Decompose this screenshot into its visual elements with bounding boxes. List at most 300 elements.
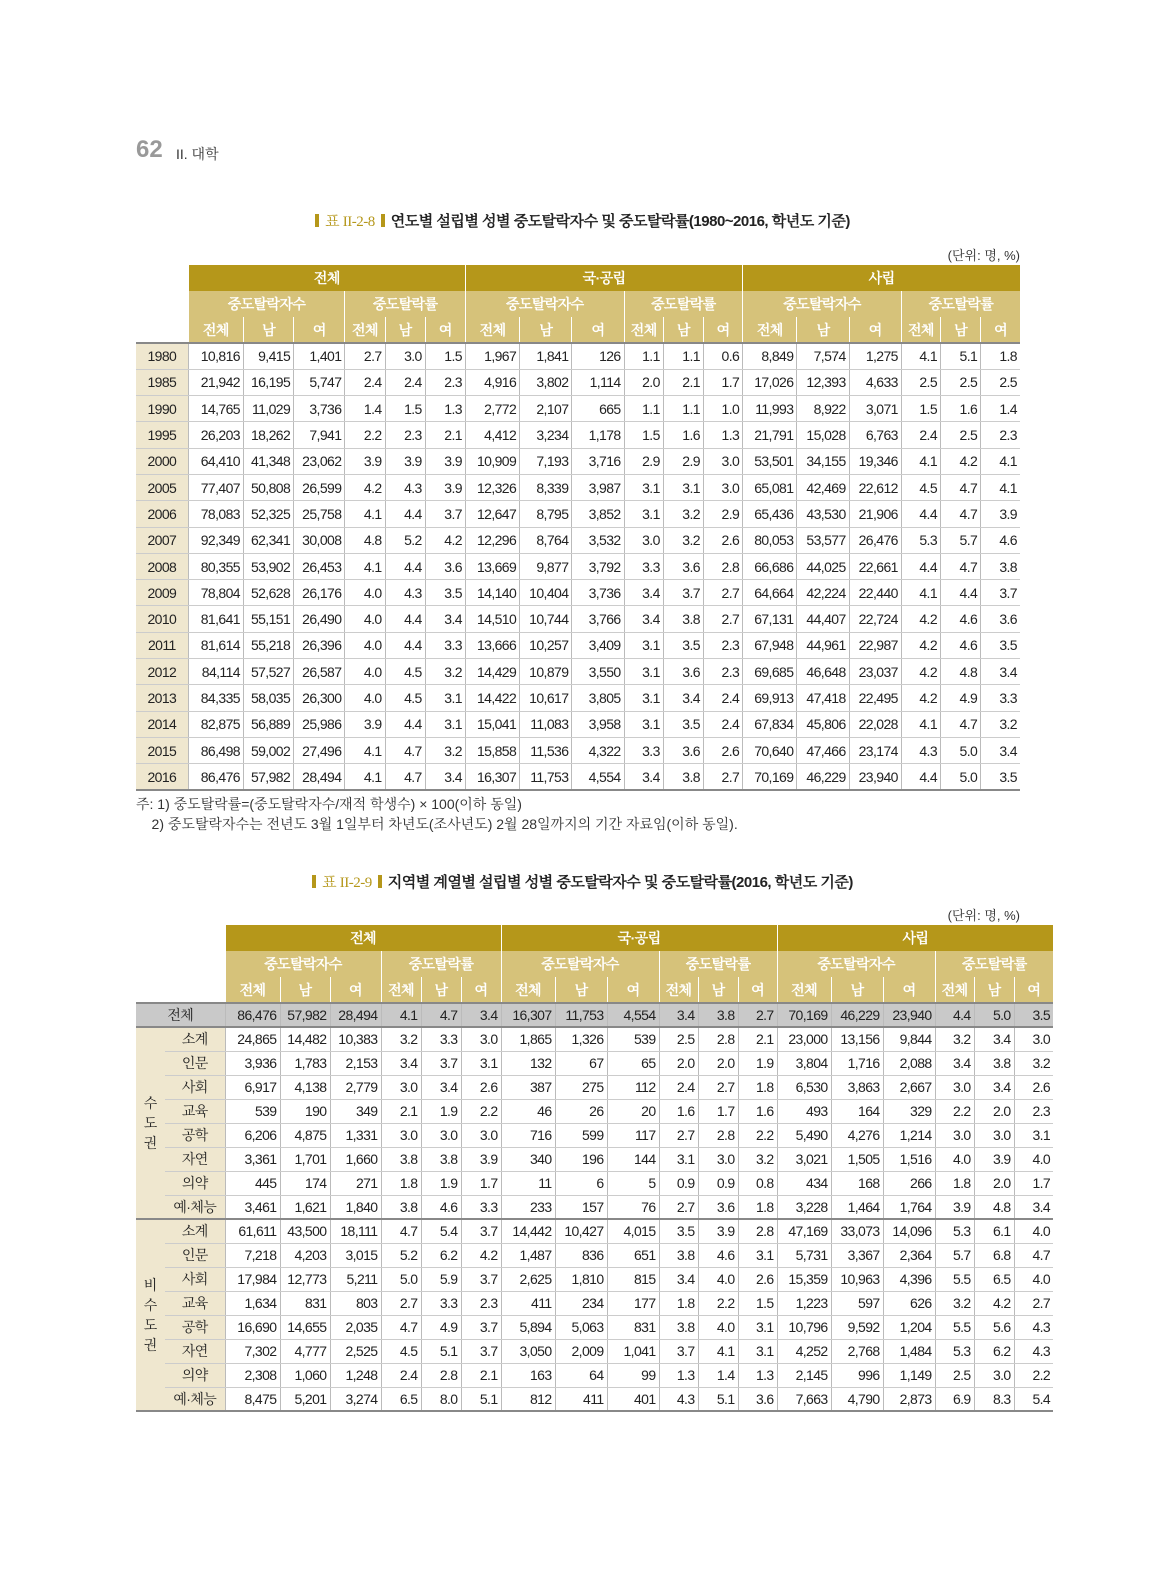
data-cell: 78,804 bbox=[188, 580, 243, 606]
data-cell: 26,396 bbox=[294, 632, 345, 658]
region-cell bbox=[136, 1027, 165, 1219]
data-cell: 3.9 bbox=[461, 1147, 501, 1171]
data-cell: 340 bbox=[501, 1147, 555, 1171]
data-cell: 4,203 bbox=[280, 1243, 330, 1267]
data-cell: 3.0 bbox=[381, 1075, 421, 1099]
data-cell: 4.3 bbox=[901, 737, 940, 763]
column-header: 전체 bbox=[501, 977, 555, 1003]
data-cell: 3.6 bbox=[738, 1387, 777, 1411]
data-cell: 2.7 bbox=[703, 764, 742, 790]
data-cell: 2.1 bbox=[663, 369, 703, 395]
data-cell: 47,466 bbox=[797, 737, 849, 763]
row-year: 2005 bbox=[136, 474, 188, 500]
data-cell: 3.4 bbox=[624, 764, 663, 790]
page-number: 62 bbox=[136, 136, 163, 163]
data-cell: 1,505 bbox=[831, 1147, 883, 1171]
data-cell: 57,982 bbox=[243, 764, 293, 790]
row-label: 전체 bbox=[136, 1003, 225, 1027]
data-cell: 1.5 bbox=[624, 422, 663, 448]
data-cell: 2.7 bbox=[1014, 1291, 1053, 1315]
data-cell: 55,218 bbox=[243, 632, 293, 658]
row-year: 2011 bbox=[136, 632, 188, 658]
data-cell: 4.7 bbox=[941, 553, 981, 579]
data-cell: 3.8 bbox=[981, 553, 1020, 579]
data-cell: 2.3 bbox=[703, 632, 742, 658]
column-header: 전체 bbox=[624, 317, 663, 343]
data-cell: 4.8 bbox=[345, 527, 385, 553]
data-cell: 1,326 bbox=[555, 1027, 607, 1051]
table-row bbox=[136, 606, 1020, 632]
data-cell: 57,527 bbox=[243, 659, 293, 685]
data-cell: 3.3 bbox=[981, 685, 1020, 711]
data-cell: 16,307 bbox=[501, 1003, 555, 1027]
data-cell: 3,766 bbox=[572, 606, 624, 632]
data-cell: 3.8 bbox=[974, 1051, 1014, 1075]
data-cell: 52,628 bbox=[243, 580, 293, 606]
data-cell: 3,274 bbox=[330, 1387, 381, 1411]
data-cell: 22,440 bbox=[849, 580, 901, 606]
data-cell: 132 bbox=[501, 1051, 555, 1075]
table-row bbox=[136, 1363, 1053, 1387]
data-cell: 4.1 bbox=[981, 474, 1020, 500]
data-cell: 4.5 bbox=[901, 474, 940, 500]
data-cell: 4.4 bbox=[901, 764, 940, 790]
data-cell: 2.2 bbox=[698, 1291, 738, 1315]
data-cell: 5,731 bbox=[777, 1243, 831, 1267]
data-cell: 2.5 bbox=[901, 369, 940, 395]
data-cell: 55,151 bbox=[243, 606, 293, 632]
data-cell: 831 bbox=[280, 1291, 330, 1315]
data-cell: 3.1 bbox=[624, 632, 663, 658]
table-row bbox=[136, 448, 1020, 474]
data-cell: 10,257 bbox=[520, 632, 572, 658]
subgroup-header: 중도탈락자수 bbox=[743, 291, 902, 317]
data-cell: 3.7 bbox=[421, 1051, 461, 1075]
field-label: 자연 bbox=[165, 1339, 225, 1363]
table2 bbox=[136, 925, 1053, 1412]
table-row bbox=[136, 1027, 1053, 1051]
data-cell: 10,427 bbox=[555, 1219, 607, 1243]
column-header: 남 bbox=[280, 977, 330, 1003]
data-cell: 4,777 bbox=[280, 1339, 330, 1363]
data-cell: 15,041 bbox=[465, 711, 519, 737]
data-cell: 2.8 bbox=[698, 1027, 738, 1051]
data-cell: 4.7 bbox=[941, 501, 981, 527]
data-cell: 2.5 bbox=[941, 422, 981, 448]
data-cell: 4.1 bbox=[901, 448, 940, 474]
data-cell: 11,993 bbox=[743, 396, 797, 422]
total-row bbox=[136, 1003, 1053, 1027]
data-cell: 1.8 bbox=[381, 1171, 421, 1195]
data-cell: 3.6 bbox=[698, 1195, 738, 1219]
data-cell: 86,476 bbox=[225, 1003, 280, 1027]
data-cell: 7,218 bbox=[225, 1243, 280, 1267]
data-cell: 3.9 bbox=[981, 501, 1020, 527]
data-cell: 10,744 bbox=[520, 606, 572, 632]
data-cell: 234 bbox=[555, 1291, 607, 1315]
data-cell: 5,201 bbox=[280, 1387, 330, 1411]
data-cell: 41,348 bbox=[243, 448, 293, 474]
data-cell: 4,790 bbox=[831, 1387, 883, 1411]
table-row bbox=[136, 580, 1020, 606]
row-year: 2006 bbox=[136, 501, 188, 527]
data-cell: 3.2 bbox=[663, 527, 703, 553]
field-label: 자연 bbox=[165, 1147, 225, 1171]
data-cell: 4.2 bbox=[901, 685, 940, 711]
data-cell: 5,063 bbox=[555, 1315, 607, 1339]
data-cell: 3.1 bbox=[624, 711, 663, 737]
column-header: 여 bbox=[883, 977, 935, 1003]
data-cell: 2.0 bbox=[698, 1051, 738, 1075]
data-cell: 2.9 bbox=[624, 448, 663, 474]
data-cell: 3.5 bbox=[425, 580, 465, 606]
data-cell: 4.0 bbox=[345, 632, 385, 658]
column-header: 남 bbox=[797, 317, 849, 343]
data-cell: 47,169 bbox=[777, 1219, 831, 1243]
data-cell: 5.5 bbox=[935, 1315, 974, 1339]
data-cell: 2.6 bbox=[461, 1075, 501, 1099]
data-cell: 4.6 bbox=[981, 527, 1020, 553]
table-row bbox=[136, 1339, 1053, 1363]
data-cell: 3.5 bbox=[659, 1219, 698, 1243]
data-cell: 4.1 bbox=[345, 501, 385, 527]
subgroup-header: 중도탈락자수 bbox=[225, 951, 381, 977]
data-cell: 1,841 bbox=[520, 343, 572, 369]
data-cell: 3,804 bbox=[777, 1051, 831, 1075]
data-cell: 3,736 bbox=[572, 580, 624, 606]
data-cell: 3.0 bbox=[703, 448, 742, 474]
data-cell: 1.1 bbox=[663, 396, 703, 422]
data-cell: 2,364 bbox=[883, 1243, 935, 1267]
data-cell: 3.3 bbox=[624, 737, 663, 763]
data-cell: 26,490 bbox=[294, 606, 345, 632]
chapter-title: II. 대학 bbox=[176, 146, 219, 162]
data-cell: 3.1 bbox=[738, 1339, 777, 1363]
data-cell: 8,795 bbox=[520, 501, 572, 527]
data-cell: 23,037 bbox=[849, 659, 901, 685]
data-cell: 1.6 bbox=[663, 422, 703, 448]
data-cell: 3.5 bbox=[981, 632, 1020, 658]
data-cell: 30,008 bbox=[294, 527, 345, 553]
data-cell: 445 bbox=[225, 1171, 280, 1195]
column-header: 여 bbox=[703, 317, 742, 343]
data-cell: 2.6 bbox=[1014, 1075, 1053, 1099]
data-cell: 1,464 bbox=[831, 1195, 883, 1219]
data-cell: 6,206 bbox=[225, 1123, 280, 1147]
data-cell: 4.8 bbox=[941, 659, 981, 685]
data-cell: 4.7 bbox=[385, 764, 425, 790]
data-cell: 164 bbox=[831, 1099, 883, 1123]
row-year: 1990 bbox=[136, 396, 188, 422]
data-cell: 0.8 bbox=[738, 1171, 777, 1195]
data-cell: 15,028 bbox=[797, 422, 849, 448]
data-cell: 5.0 bbox=[974, 1003, 1014, 1027]
data-cell: 2,107 bbox=[520, 396, 572, 422]
column-header: 남 bbox=[663, 317, 703, 343]
data-cell: 1.9 bbox=[421, 1171, 461, 1195]
data-cell: 21,906 bbox=[849, 501, 901, 527]
data-cell: 3.6 bbox=[425, 553, 465, 579]
data-cell: 2.8 bbox=[738, 1219, 777, 1243]
field-label: 예·체능 bbox=[165, 1387, 225, 1411]
data-cell: 19,346 bbox=[849, 448, 901, 474]
data-cell: 2,035 bbox=[330, 1315, 381, 1339]
data-cell: 3.0 bbox=[703, 474, 742, 500]
data-cell: 144 bbox=[607, 1147, 659, 1171]
column-header: 남 bbox=[698, 977, 738, 1003]
data-cell: 3.7 bbox=[659, 1339, 698, 1363]
data-cell: 2.0 bbox=[974, 1171, 1014, 1195]
data-cell: 3.9 bbox=[345, 711, 385, 737]
data-cell: 8,475 bbox=[225, 1387, 280, 1411]
data-cell: 5.9 bbox=[421, 1267, 461, 1291]
data-cell: 11,536 bbox=[520, 737, 572, 763]
data-cell: 126 bbox=[572, 343, 624, 369]
data-cell: 70,169 bbox=[743, 764, 797, 790]
data-cell: 16,690 bbox=[225, 1315, 280, 1339]
data-cell: 3,716 bbox=[572, 448, 624, 474]
table-row bbox=[136, 1123, 1053, 1147]
data-cell: 3.4 bbox=[461, 1003, 501, 1027]
data-cell: 4.5 bbox=[385, 659, 425, 685]
data-cell: 67,948 bbox=[743, 632, 797, 658]
data-cell: 12,296 bbox=[465, 527, 519, 553]
table2-tag: 표 bbox=[322, 875, 337, 891]
data-cell: 4.7 bbox=[385, 737, 425, 763]
data-cell: 3.1 bbox=[663, 474, 703, 500]
data-cell: 4.1 bbox=[698, 1339, 738, 1363]
data-cell: 2.7 bbox=[659, 1195, 698, 1219]
data-cell: 10,383 bbox=[330, 1027, 381, 1051]
data-cell: 26,300 bbox=[294, 685, 345, 711]
data-cell: 69,913 bbox=[743, 685, 797, 711]
data-cell: 4.0 bbox=[345, 580, 385, 606]
data-cell: 2.1 bbox=[738, 1027, 777, 1051]
data-cell: 2,873 bbox=[883, 1387, 935, 1411]
data-cell: 3.0 bbox=[461, 1123, 501, 1147]
data-cell: 42,469 bbox=[797, 474, 849, 500]
field-label: 인문 bbox=[165, 1051, 225, 1075]
note-2: 2) 중도탈락자수는 전년도 3월 1일부터 차년도(조사년도) 2월 28일까지의 기간 자료임(이하 동일). bbox=[136, 816, 738, 832]
data-cell: 3,987 bbox=[572, 474, 624, 500]
data-cell: 1.3 bbox=[425, 396, 465, 422]
data-cell: 434 bbox=[777, 1171, 831, 1195]
data-cell: 24,865 bbox=[225, 1027, 280, 1051]
data-cell: 3.2 bbox=[663, 501, 703, 527]
data-cell: 4.0 bbox=[1014, 1219, 1053, 1243]
data-cell: 3.0 bbox=[624, 527, 663, 553]
data-cell: 1,401 bbox=[294, 343, 345, 369]
data-cell: 2.7 bbox=[698, 1075, 738, 1099]
table2-unit: (단위: 명, %) bbox=[947, 908, 1020, 923]
data-cell: 4.7 bbox=[381, 1219, 421, 1243]
data-cell: 3.2 bbox=[425, 659, 465, 685]
data-cell: 69,685 bbox=[743, 659, 797, 685]
data-cell: 3.2 bbox=[981, 711, 1020, 737]
data-cell: 44,025 bbox=[797, 553, 849, 579]
data-cell: 5.0 bbox=[941, 737, 981, 763]
table1-number: II-2-8 bbox=[342, 214, 375, 230]
data-cell: 1.7 bbox=[461, 1171, 501, 1195]
data-cell: 329 bbox=[883, 1099, 935, 1123]
data-cell: 4.9 bbox=[941, 685, 981, 711]
data-cell: 47,418 bbox=[797, 685, 849, 711]
column-header: 전체 bbox=[381, 977, 421, 1003]
data-cell: 14,510 bbox=[465, 606, 519, 632]
data-cell: 1,840 bbox=[330, 1195, 381, 1219]
data-cell: 3.5 bbox=[1014, 1003, 1053, 1027]
data-cell: 2,625 bbox=[501, 1267, 555, 1291]
data-cell: 2.8 bbox=[421, 1363, 461, 1387]
data-cell: 2.6 bbox=[703, 737, 742, 763]
data-cell: 81,641 bbox=[188, 606, 243, 632]
data-cell: 5.1 bbox=[421, 1339, 461, 1363]
data-cell: 996 bbox=[831, 1363, 883, 1387]
data-cell: 3.0 bbox=[381, 1123, 421, 1147]
data-cell: 3,461 bbox=[225, 1195, 280, 1219]
data-cell: 4.2 bbox=[461, 1243, 501, 1267]
data-cell: 4.6 bbox=[941, 606, 981, 632]
data-cell: 2.4 bbox=[345, 369, 385, 395]
column-header: 전체 bbox=[935, 977, 974, 1003]
column-header: 전체 bbox=[345, 317, 385, 343]
data-cell: 4.3 bbox=[1014, 1339, 1053, 1363]
data-cell: 4.1 bbox=[901, 711, 940, 737]
data-cell: 3.4 bbox=[1014, 1195, 1053, 1219]
data-cell: 2,772 bbox=[465, 396, 519, 422]
data-cell: 5.4 bbox=[421, 1219, 461, 1243]
row-year: 2007 bbox=[136, 527, 188, 553]
data-cell: 3.4 bbox=[974, 1027, 1014, 1051]
data-cell: 5,211 bbox=[330, 1267, 381, 1291]
row-year: 2014 bbox=[136, 711, 188, 737]
data-cell: 4.2 bbox=[425, 527, 465, 553]
data-cell: 5.0 bbox=[381, 1267, 421, 1291]
data-cell: 3.4 bbox=[659, 1267, 698, 1291]
region-label: 비수도권 bbox=[143, 1277, 158, 1353]
data-cell: 3.9 bbox=[935, 1195, 974, 1219]
data-cell: 1.6 bbox=[659, 1099, 698, 1123]
data-cell: 3.9 bbox=[425, 448, 465, 474]
data-cell: 8.3 bbox=[974, 1387, 1014, 1411]
data-cell: 4.3 bbox=[385, 580, 425, 606]
column-header: 여 bbox=[461, 977, 501, 1003]
data-cell: 2.7 bbox=[345, 343, 385, 369]
column-header: 전체 bbox=[225, 977, 280, 1003]
group-header: 전체 bbox=[225, 925, 501, 951]
caption-bar-icon bbox=[312, 875, 316, 888]
data-cell: 1.3 bbox=[738, 1363, 777, 1387]
data-cell: 14,482 bbox=[280, 1027, 330, 1051]
data-cell: 233 bbox=[501, 1195, 555, 1219]
data-cell: 3.9 bbox=[974, 1147, 1014, 1171]
data-cell: 3.4 bbox=[981, 659, 1020, 685]
data-cell: 2.0 bbox=[659, 1051, 698, 1075]
data-cell: 401 bbox=[607, 1387, 659, 1411]
table-row bbox=[136, 1195, 1053, 1219]
data-cell: 2.4 bbox=[703, 711, 742, 737]
data-cell: 157 bbox=[555, 1195, 607, 1219]
column-header: 남 bbox=[385, 317, 425, 343]
data-cell: 112 bbox=[607, 1075, 659, 1099]
data-cell: 13,666 bbox=[465, 632, 519, 658]
data-cell: 2,088 bbox=[883, 1051, 935, 1075]
field-label: 의약 bbox=[165, 1363, 225, 1387]
data-cell: 190 bbox=[280, 1099, 330, 1123]
data-cell: 6.9 bbox=[935, 1387, 974, 1411]
table-row bbox=[136, 711, 1020, 737]
table2-caption bbox=[0, 871, 1159, 892]
data-cell: 4.2 bbox=[974, 1291, 1014, 1315]
data-cell: 11,029 bbox=[243, 396, 293, 422]
data-cell: 1.4 bbox=[345, 396, 385, 422]
data-cell: 6.1 bbox=[974, 1219, 1014, 1243]
data-cell: 28,494 bbox=[294, 764, 345, 790]
data-cell: 27,496 bbox=[294, 737, 345, 763]
data-cell: 2.4 bbox=[385, 369, 425, 395]
data-cell: 9,415 bbox=[243, 343, 293, 369]
data-cell: 1,178 bbox=[572, 422, 624, 448]
data-cell: 44,407 bbox=[797, 606, 849, 632]
column-header: 남 bbox=[520, 317, 572, 343]
data-cell: 2.5 bbox=[935, 1363, 974, 1387]
data-cell: 3,409 bbox=[572, 632, 624, 658]
data-cell: 11 bbox=[501, 1171, 555, 1195]
data-cell: 1,783 bbox=[280, 1051, 330, 1075]
data-cell: 14,765 bbox=[188, 396, 243, 422]
data-cell: 12,773 bbox=[280, 1267, 330, 1291]
data-cell: 1.5 bbox=[425, 343, 465, 369]
data-cell: 4.4 bbox=[385, 553, 425, 579]
column-header: 남 bbox=[831, 977, 883, 1003]
data-cell: 1,487 bbox=[501, 1243, 555, 1267]
data-cell: 10,879 bbox=[520, 659, 572, 685]
data-cell: 22,495 bbox=[849, 685, 901, 711]
data-cell: 4.4 bbox=[901, 553, 940, 579]
data-cell: 4,396 bbox=[883, 1267, 935, 1291]
column-header: 남 bbox=[974, 977, 1014, 1003]
data-cell: 3,802 bbox=[520, 369, 572, 395]
data-cell: 4.0 bbox=[345, 606, 385, 632]
data-cell: 4.2 bbox=[901, 632, 940, 658]
data-cell: 80,053 bbox=[743, 527, 797, 553]
data-cell: 3.6 bbox=[663, 659, 703, 685]
data-cell: 11,753 bbox=[555, 1003, 607, 1027]
data-cell: 5.3 bbox=[935, 1339, 974, 1363]
data-cell: 23,000 bbox=[777, 1027, 831, 1051]
table1-caption bbox=[0, 210, 1159, 231]
table-row bbox=[136, 422, 1020, 448]
data-cell: 3.1 bbox=[738, 1315, 777, 1339]
data-cell: 1.3 bbox=[703, 422, 742, 448]
data-cell: 10,796 bbox=[777, 1315, 831, 1339]
data-cell: 2.4 bbox=[659, 1075, 698, 1099]
data-cell: 3,021 bbox=[777, 1147, 831, 1171]
data-cell: 3.8 bbox=[663, 606, 703, 632]
table2-number: II-2-9 bbox=[339, 875, 372, 891]
data-cell: 3.7 bbox=[663, 580, 703, 606]
data-cell: 2.0 bbox=[624, 369, 663, 395]
column-header: 전체 bbox=[188, 317, 243, 343]
data-cell: 1.3 bbox=[659, 1363, 698, 1387]
column-header: 남 bbox=[555, 977, 607, 1003]
data-cell: 7,574 bbox=[797, 343, 849, 369]
subgroup-header: 중도탈락률 bbox=[624, 291, 743, 317]
data-cell: 1,041 bbox=[607, 1339, 659, 1363]
data-cell: 716 bbox=[501, 1123, 555, 1147]
data-cell: 2.7 bbox=[659, 1123, 698, 1147]
data-cell: 4,554 bbox=[607, 1003, 659, 1027]
